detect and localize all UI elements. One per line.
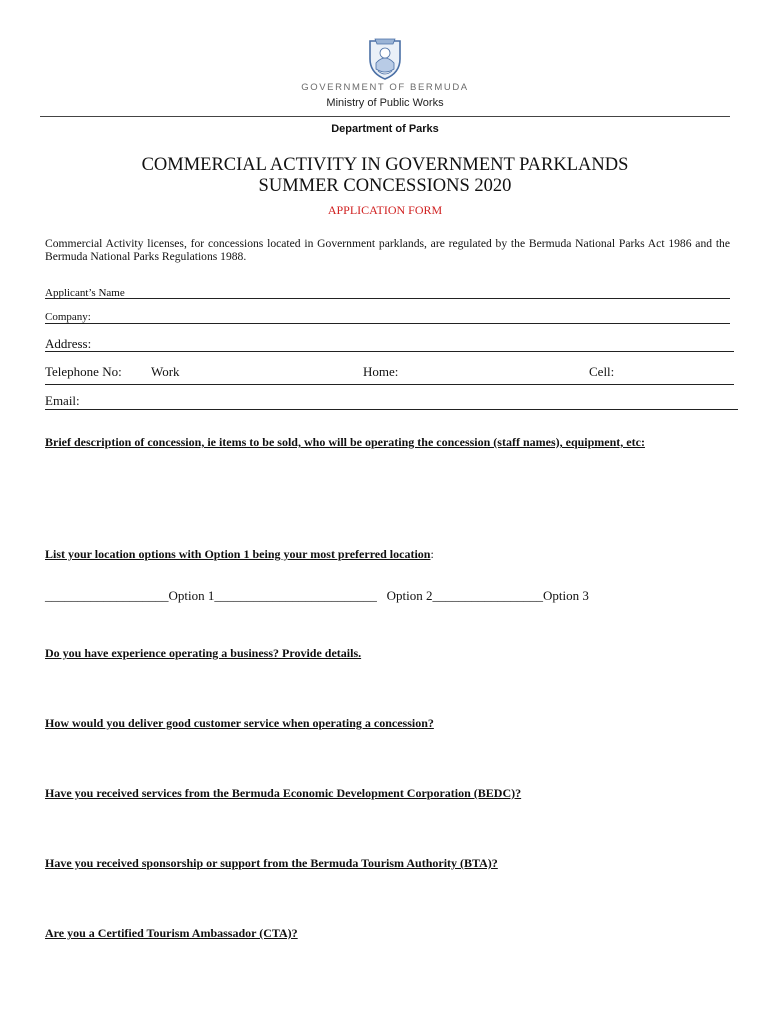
cell-phone-label: Cell:: [589, 364, 615, 379]
option-1-blank-b[interactable]: _______: [123, 588, 169, 603]
telephone-field[interactable]: [45, 384, 734, 385]
option-2-blank-d[interactable]: ___: [357, 588, 377, 603]
ministry-name: Ministry of Public Works: [326, 97, 444, 109]
option-3-blank-c[interactable]: _____: [510, 588, 543, 603]
address-field[interactable]: [45, 351, 734, 352]
option-2-blank-c[interactable]: ________: [305, 588, 358, 603]
question-bedc: Have you received services from the Bermuda Economic Development Corporation (BEDC)?: [45, 786, 522, 800]
document-title: [0, 155, 770, 197]
question-customer-service: How would you deliver good customer service when operating a concession?: [45, 716, 434, 730]
location-options: [45, 588, 589, 604]
question-locations: [45, 547, 434, 562]
question-cta: Are you a Certified Tourism Ambassador (CTA)?: [45, 926, 298, 940]
address-label: Address:: [45, 336, 92, 351]
question-bta: Have you received sponsorship or support from the Bermuda Tourism Authority (BTA)?: [45, 856, 498, 870]
option-2-label: Option 2: [386, 588, 433, 603]
company-field[interactable]: [45, 323, 730, 324]
question-experience: Do you have experience operating a business? Provide details.: [45, 646, 362, 660]
option-2-blank[interactable]: ________: [214, 588, 267, 603]
application-form-label: APPLICATION FORM: [327, 203, 443, 217]
telephone-label: Telephone No:: [45, 364, 122, 379]
question-description: Brief description of concession, ie items to be sold, who will be operating the concession (staff names), equipment, etc:: [45, 435, 645, 449]
intro-paragraph: Commercial Activity licenses, for concessions located in Government parklands, are regulated by the Bermuda National Parks Act 1986 and the Bermuda National Parks Regulations 1988.: [45, 237, 730, 263]
option-1-label: Option 1: [168, 588, 215, 603]
government-name: GOVERNMENT OF BERMUDA: [301, 82, 469, 93]
title-line-2: SUMMER CONCESSIONS 2020: [258, 176, 512, 196]
home-phone-label: Home:: [363, 364, 399, 379]
option-3-blank-b[interactable]: __________: [445, 588, 511, 603]
work-phone-label: Work: [151, 364, 180, 379]
email-field[interactable]: [45, 409, 738, 410]
option-2-blank-b[interactable]: ______: [266, 588, 306, 603]
company-label: Company:: [45, 311, 91, 323]
option-3-blank[interactable]: __: [432, 588, 446, 603]
applicant-name-field[interactable]: [45, 298, 730, 299]
bermuda-crest-icon: [366, 35, 404, 81]
question-locations-text: List your location options with Option 1 being your most preferred location: [45, 547, 431, 561]
option-3-label: Option 3: [543, 588, 589, 603]
department-name: Department of Parks: [331, 123, 439, 135]
applicant-name-label: Applicant’s Name: [45, 287, 125, 299]
title-line-1: COMMERCIAL ACTIVITY IN GOVERNMENT PARKLANDS: [141, 155, 629, 175]
email-label: Email:: [45, 393, 80, 408]
header-divider: [40, 116, 730, 117]
question-locations-colon: :: [430, 547, 434, 561]
option-1-blank[interactable]: ____________: [45, 588, 123, 603]
